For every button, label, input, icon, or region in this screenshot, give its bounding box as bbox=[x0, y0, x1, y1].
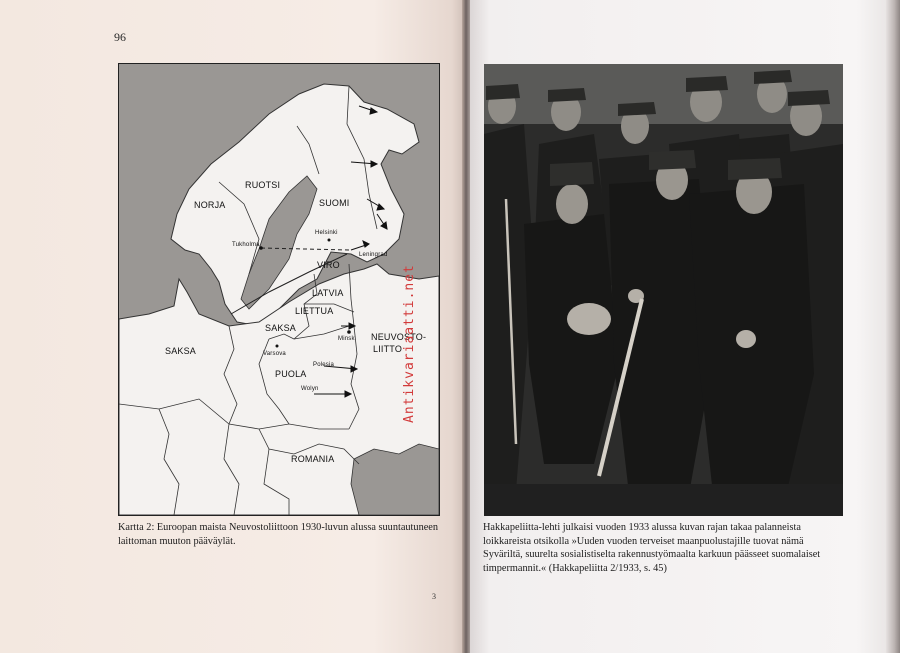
map-label-neuvosto-1: NEUVOSTO- bbox=[371, 332, 427, 342]
map-label-leningrad: Leningrad bbox=[359, 252, 388, 258]
map-label-minsk: Minsk bbox=[338, 336, 355, 342]
book-gutter bbox=[462, 0, 470, 653]
folio-mark: 3 bbox=[432, 592, 436, 601]
map-label-romania: ROMANIA bbox=[291, 454, 335, 464]
map-label-tukholma: Tukholma bbox=[232, 242, 260, 248]
map-label-polesia: Polesia bbox=[313, 362, 335, 368]
page-number: 96 bbox=[114, 30, 126, 44]
watermark bbox=[362, 248, 422, 438]
group-photo bbox=[484, 64, 843, 516]
map-label-viro: VIRO bbox=[317, 260, 340, 270]
map-label-norja: NORJA bbox=[194, 200, 226, 210]
map-label-saksa: SAKSA bbox=[165, 346, 197, 356]
map-label-wolyn: Wolyn bbox=[301, 386, 319, 392]
map-label-helsinki: Helsinki bbox=[315, 230, 338, 236]
map-label-puola: PUOLA bbox=[275, 369, 307, 379]
map-label-neuvosto-2: LIITTO bbox=[373, 344, 403, 354]
photo-illustration bbox=[484, 64, 843, 516]
page-edge bbox=[886, 0, 900, 653]
map-caption: Kartta 2: Euroopan maista Neuvostoliittoon 1930-luvun alussa suuntautuneen laittoman muuton pääväylät. bbox=[118, 522, 439, 547]
map-label-suomi: SUOMI bbox=[319, 198, 350, 208]
map-label-ruotsi: RUOTSI bbox=[245, 180, 281, 190]
photo-caption: Hakkapeliitta-lehti julkaisi vuoden 1933 alussa kuvan rajan takaa palanneista loikkareista otsikolla »Uuden vuoden terveiset maanpuolustajille tuovat nämä Syväriltä, suurelta sosialistiselta rakennustyömaalta karkuun päässeet suomalaiset timpermannit.« (Hakkapeliitta 2/1933, s. 45) bbox=[483, 522, 821, 574]
map-label-latvia: LATVIA bbox=[312, 288, 344, 298]
map-label-saksa-small: SAKSA bbox=[265, 323, 297, 333]
map-label-liettua: LIETTUA bbox=[295, 306, 334, 316]
map-label-varsova: Varsova bbox=[263, 351, 286, 357]
watermark-text: Antikvariaatti.net bbox=[402, 264, 417, 423]
